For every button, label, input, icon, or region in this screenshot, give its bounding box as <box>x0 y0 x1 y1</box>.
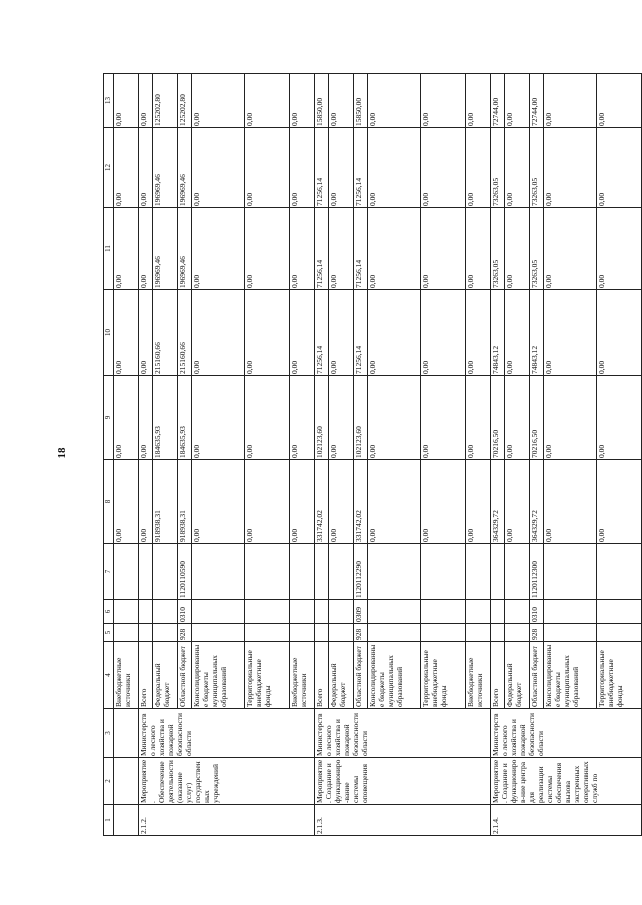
amount-cell: 0,00 <box>290 74 315 128</box>
item-number-cell: 2.1.3. <box>315 805 491 836</box>
amount-cell: 0,00 <box>597 208 642 290</box>
amount-cell: 0,00 <box>505 290 530 376</box>
code-section-cell <box>192 600 245 624</box>
amount-cell: 0,00 <box>329 208 354 290</box>
funding-source-cell: Территориальные внебюджетные фонды <box>421 642 466 709</box>
amount-cell: 0,00 <box>466 376 491 460</box>
code-grbs-cell <box>466 624 491 642</box>
amount-cell: 0,00 <box>114 376 139 460</box>
funding-source-cell: Консолидированные бюджеты муниципальных образований <box>368 642 421 709</box>
amount-cell: 196969,46 <box>178 128 192 208</box>
cell-empty <box>114 758 139 805</box>
amount-cell: 70216,50 <box>491 376 505 460</box>
funding-source-cell: Территориальные внебюджетные фонды <box>245 642 290 709</box>
amount-cell: 0,00 <box>290 290 315 376</box>
funding-source-cell: Всего <box>139 642 153 709</box>
header-row <box>104 74 114 836</box>
code-section-cell: 0310 <box>178 600 192 624</box>
amount-cell: 0,00 <box>505 460 530 544</box>
code-section-cell: 0309 <box>354 600 368 624</box>
cell-empty <box>114 600 139 624</box>
code-target-cell <box>491 544 505 600</box>
page-number: 18 <box>56 447 68 459</box>
funding-source-cell: Федеральный бюджет <box>505 642 530 709</box>
amount-cell: 0,00 <box>192 128 245 208</box>
amount-cell: 71256,14 <box>315 208 329 290</box>
amount-cell: 15850,00 <box>315 74 329 128</box>
amount-cell: 0,00 <box>466 290 491 376</box>
amount-cell: 0,00 <box>139 208 153 290</box>
column-header: 12 <box>104 128 114 208</box>
code-section-cell <box>329 600 354 624</box>
table-body <box>104 74 642 836</box>
amount-cell: 0,00 <box>466 208 491 290</box>
amount-cell: 0,00 <box>245 460 290 544</box>
code-grbs-cell: 928 <box>178 624 192 642</box>
amount-cell: 196969,46 <box>153 128 178 208</box>
amount-cell: 0,00 <box>192 208 245 290</box>
amount-cell: 0,00 <box>192 376 245 460</box>
code-section-cell <box>315 600 329 624</box>
code-grbs-cell: 928 <box>354 624 368 642</box>
cell-empty <box>114 624 139 642</box>
amount-cell: 215160,66 <box>178 290 192 376</box>
amount-cell: 0,00 <box>368 128 421 208</box>
amount-cell: 73263,05 <box>491 208 505 290</box>
amount-cell: 0,00 <box>421 376 466 460</box>
executor-cell: Министерство лесного хозяйства и пожарной безопасности области <box>139 709 315 758</box>
column-header: 7 <box>104 544 114 600</box>
amount-cell: 184635,93 <box>153 376 178 460</box>
funding-source-cell: Внебюджетные источники <box>290 642 315 709</box>
amount-cell: 71256,14 <box>315 128 329 208</box>
code-grbs-cell <box>597 624 642 642</box>
funding-source-cell: Консолидированные бюджеты муниципальных образований <box>192 642 245 709</box>
amount-cell: 0,00 <box>466 128 491 208</box>
amount-cell: 0,00 <box>544 74 597 128</box>
executor-cell: Министерство лесного хозяйства и пожарной безопасности области <box>315 709 491 758</box>
funding-source-cell: Консолидированные бюджеты муниципальных образований <box>544 642 597 709</box>
amount-cell: 0,00 <box>139 460 153 544</box>
code-section-cell <box>139 600 153 624</box>
amount-cell: 364329,72 <box>530 460 544 544</box>
amount-cell: 0,00 <box>192 74 245 128</box>
code-section-cell <box>544 600 597 624</box>
code-section-cell <box>153 600 178 624</box>
amount-cell: 71256,14 <box>354 208 368 290</box>
funding-source-cell: Всего <box>315 642 329 709</box>
amount-cell: 0,00 <box>544 208 597 290</box>
amount-cell: 0,00 <box>421 290 466 376</box>
funding-source-cell: Территориальные внебюджетные фонды <box>597 642 642 709</box>
cell-empty <box>114 709 139 758</box>
amount-cell: 0,00 <box>597 376 642 460</box>
column-header: 3 <box>104 709 114 758</box>
amount-cell: 0,00 <box>245 208 290 290</box>
amount-cell: 73263,05 <box>491 128 505 208</box>
code-target-cell <box>329 544 354 600</box>
table-row <box>114 74 139 836</box>
code-grbs-cell <box>329 624 354 642</box>
amount-cell: 0,00 <box>290 128 315 208</box>
code-section-cell <box>505 600 530 624</box>
amount-cell: 72744,00 <box>491 74 505 128</box>
amount-cell: 0,00 <box>245 128 290 208</box>
item-number-cell: 2.1.2. <box>139 805 315 836</box>
amount-cell: 0,00 <box>505 74 530 128</box>
amount-cell: 73263,05 <box>530 208 544 290</box>
amount-cell: 0,00 <box>329 376 354 460</box>
amount-cell: 0,00 <box>368 460 421 544</box>
code-grbs-cell <box>544 624 597 642</box>
item-name-cell: Мероприятие. Создание и функциониров-ние центра для реализации системы обеспечения вызова экстренных оперативных служб по <box>491 758 642 805</box>
code-target-cell <box>597 544 642 600</box>
amount-cell: 0,00 <box>597 74 642 128</box>
funding-source-cell: Внебюджетные источники <box>466 642 491 709</box>
amount-cell: 331742,02 <box>354 460 368 544</box>
code-grbs-cell <box>315 624 329 642</box>
amount-cell: 0,00 <box>114 74 139 128</box>
amount-cell: 0,00 <box>597 290 642 376</box>
amount-cell: 331742,02 <box>315 460 329 544</box>
amount-cell: 0,00 <box>114 290 139 376</box>
column-header: 9 <box>104 376 114 460</box>
amount-cell: 0,00 <box>368 208 421 290</box>
column-header: 11 <box>104 208 114 290</box>
amount-cell: 0,00 <box>245 376 290 460</box>
amount-cell: 15850,00 <box>354 74 368 128</box>
amount-cell: 196969,46 <box>178 208 192 290</box>
code-target-cell <box>421 544 466 600</box>
budget-table-rotated <box>103 74 624 836</box>
amount-cell: 0,00 <box>114 208 139 290</box>
amount-cell: 0,00 <box>329 290 354 376</box>
amount-cell: 74843,12 <box>491 290 505 376</box>
table-row <box>315 74 329 836</box>
amount-cell: 0,00 <box>421 128 466 208</box>
code-target-cell <box>505 544 530 600</box>
code-target-cell <box>466 544 491 600</box>
amount-cell: 0,00 <box>466 460 491 544</box>
amount-cell: 0,00 <box>544 290 597 376</box>
code-grbs-cell: 928 <box>530 624 544 642</box>
amount-cell: 0,00 <box>114 460 139 544</box>
code-target-cell: 1120110590 <box>178 544 192 600</box>
amount-cell: 918938,31 <box>178 460 192 544</box>
funding-source-cell: Федеральный бюджет <box>329 642 354 709</box>
code-grbs-cell <box>505 624 530 642</box>
amount-cell: 0,00 <box>139 128 153 208</box>
code-section-cell: 0310 <box>530 600 544 624</box>
code-section-cell <box>290 600 315 624</box>
amount-cell: 0,00 <box>192 460 245 544</box>
column-header: 1 <box>104 805 114 836</box>
amount-cell: 102123,60 <box>315 376 329 460</box>
code-section-cell <box>245 600 290 624</box>
amount-cell: 364329,72 <box>491 460 505 544</box>
funding-source-cell: Всего <box>491 642 505 709</box>
item-name-cell: Мероприятие. Обеспечение деятельности (оказание услуг) государственных учреждений <box>139 758 315 805</box>
amount-cell: 0,00 <box>368 74 421 128</box>
item-name-cell: Мероприятие. Создание и функциониро-вание системы оповещения <box>315 758 491 805</box>
amount-cell: 0,00 <box>597 460 642 544</box>
amount-cell: 74843,12 <box>530 290 544 376</box>
amount-cell: 71256,14 <box>315 290 329 376</box>
code-target-cell <box>139 544 153 600</box>
amount-cell: 0,00 <box>329 128 354 208</box>
code-target-cell <box>315 544 329 600</box>
amount-cell: 0,00 <box>139 290 153 376</box>
column-header: 13 <box>104 74 114 128</box>
budget-table-frame <box>103 74 624 836</box>
column-header: 2 <box>104 758 114 805</box>
funding-source-cell: Областной бюджет <box>530 642 544 709</box>
amount-cell: 0,00 <box>245 74 290 128</box>
amount-cell: 125202,80 <box>153 74 178 128</box>
amount-cell: 0,00 <box>544 376 597 460</box>
amount-cell: 196969,46 <box>153 208 178 290</box>
column-header: 6 <box>104 600 114 624</box>
code-grbs-cell <box>491 624 505 642</box>
amount-cell: 0,00 <box>114 128 139 208</box>
amount-cell: 0,00 <box>368 290 421 376</box>
amount-cell: 71256,14 <box>354 290 368 376</box>
amount-cell: 215160,66 <box>153 290 178 376</box>
code-grbs-cell <box>192 624 245 642</box>
funding-source-cell: Внебюджетные источники <box>114 642 139 709</box>
budget-table <box>103 73 642 836</box>
amount-cell: 0,00 <box>597 128 642 208</box>
amount-cell: 102123,60 <box>354 376 368 460</box>
amount-cell: 0,00 <box>421 208 466 290</box>
amount-cell: 0,00 <box>368 376 421 460</box>
amount-cell: 0,00 <box>421 74 466 128</box>
amount-cell: 918938,31 <box>153 460 178 544</box>
amount-cell: 0,00 <box>544 128 597 208</box>
amount-cell: 0,00 <box>329 460 354 544</box>
funding-source-cell: Областной бюджет <box>354 642 368 709</box>
code-grbs-cell <box>139 624 153 642</box>
amount-cell: 0,00 <box>505 128 530 208</box>
amount-cell: 0,00 <box>544 460 597 544</box>
code-grbs-cell <box>245 624 290 642</box>
amount-cell: 0,00 <box>290 376 315 460</box>
amount-cell: 72744,00 <box>530 74 544 128</box>
executor-cell: Министерство лесного хозяйства и пожарной безопасности области <box>491 709 642 758</box>
code-target-cell <box>290 544 315 600</box>
code-section-cell <box>368 600 421 624</box>
amount-cell: 125202,80 <box>178 74 192 128</box>
code-section-cell <box>421 600 466 624</box>
cell-empty <box>114 544 139 600</box>
code-target-cell <box>192 544 245 600</box>
code-grbs-cell <box>421 624 466 642</box>
code-target-cell: 1120112290 <box>354 544 368 600</box>
amount-cell: 0,00 <box>192 290 245 376</box>
funding-source-cell: Областной бюджет <box>178 642 192 709</box>
amount-cell: 0,00 <box>290 208 315 290</box>
code-target-cell <box>153 544 178 600</box>
funding-source-cell: Федеральный бюджет <box>153 642 178 709</box>
code-grbs-cell <box>153 624 178 642</box>
column-header: 4 <box>104 642 114 709</box>
amount-cell: 0,00 <box>505 208 530 290</box>
code-section-cell <box>491 600 505 624</box>
column-header: 8 <box>104 460 114 544</box>
amount-cell: 0,00 <box>290 460 315 544</box>
column-header: 10 <box>104 290 114 376</box>
amount-cell: 0,00 <box>245 290 290 376</box>
code-target-cell <box>368 544 421 600</box>
amount-cell: 0,00 <box>421 460 466 544</box>
code-target-cell <box>245 544 290 600</box>
cell-empty <box>114 805 139 836</box>
item-number-cell: 2.1.4. <box>491 805 642 836</box>
amount-cell: 70216,50 <box>530 376 544 460</box>
code-section-cell <box>597 600 642 624</box>
amount-cell: 71256,14 <box>354 128 368 208</box>
table-row <box>139 74 153 836</box>
amount-cell: 0,00 <box>139 74 153 128</box>
amount-cell: 0,00 <box>466 74 491 128</box>
code-grbs-cell <box>290 624 315 642</box>
amount-cell: 0,00 <box>505 376 530 460</box>
amount-cell: 0,00 <box>139 376 153 460</box>
code-section-cell <box>466 600 491 624</box>
code-target-cell <box>544 544 597 600</box>
code-target-cell: 1120112300 <box>530 544 544 600</box>
code-grbs-cell <box>368 624 421 642</box>
table-row <box>491 74 505 836</box>
column-header: 5 <box>104 624 114 642</box>
amount-cell: 73263,05 <box>530 128 544 208</box>
amount-cell: 184635,93 <box>178 376 192 460</box>
amount-cell: 0,00 <box>329 74 354 128</box>
